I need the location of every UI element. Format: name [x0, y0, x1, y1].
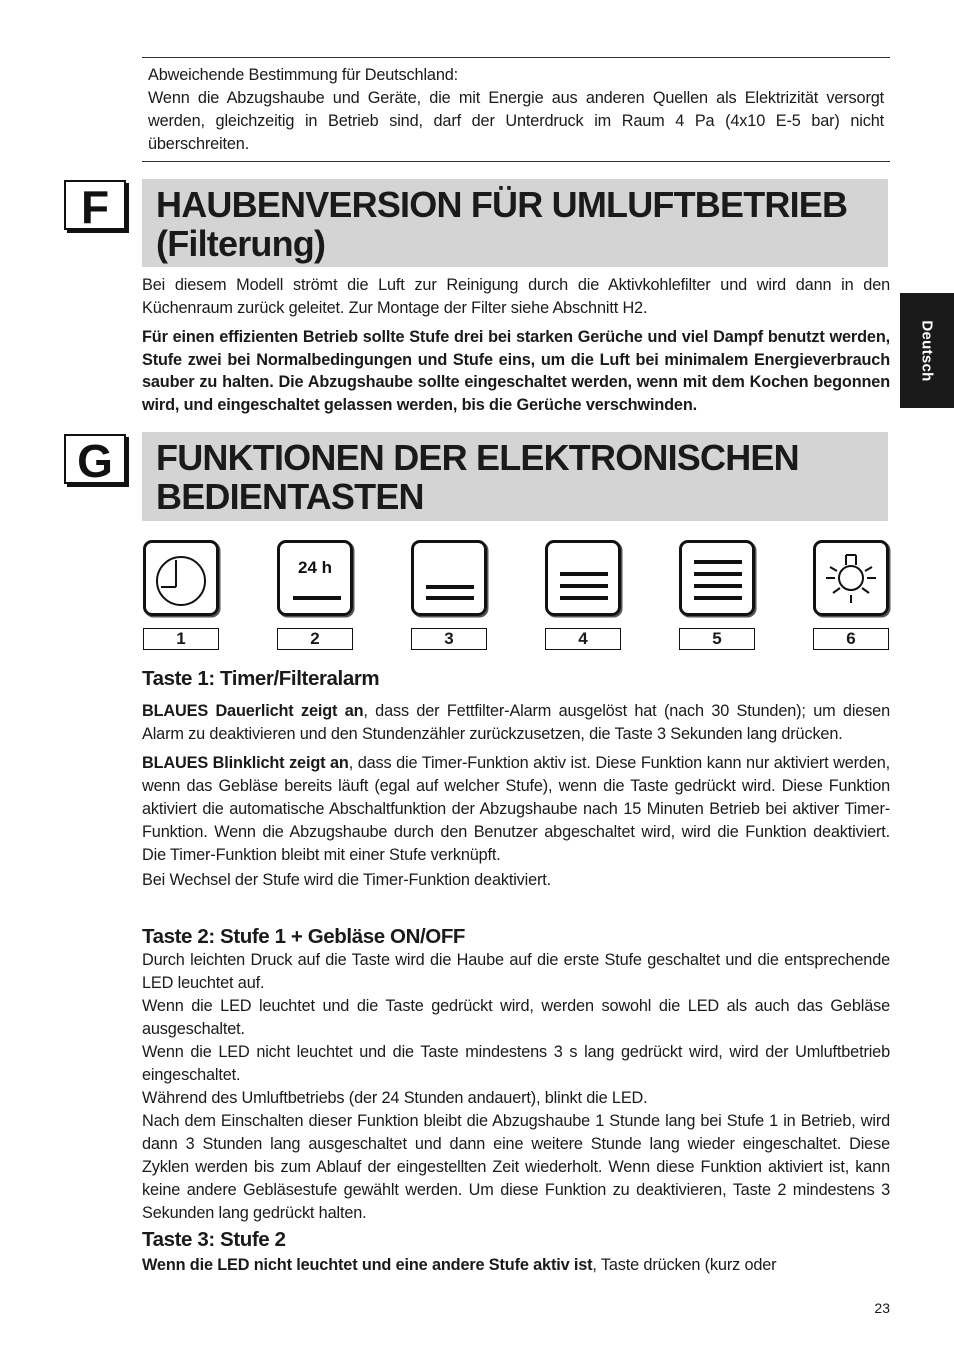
- clock-icon: [146, 543, 216, 613]
- four-lines-icon: [682, 543, 752, 613]
- section-letter-g: G: [64, 434, 126, 484]
- 24h-icon: [280, 543, 350, 613]
- taste1-para2-bold: BLAUES Blinklicht zeigt an: [142, 754, 349, 772]
- taste2-para5: Nach dem Einschalten dieser Funktion bleibt die Abzugshaube 1 Stunde lang bei Stufe 1 in Betrieb, wird dann 3 Stunden lang ausgeschaltet und dann eine weitere Stunde lang wieder eingeschaltet. Diese Zyklen werden bis zum Ablauf der eingestellten Zeit wiederholt. Wenn diese Funktion aktiviert ist, kann keine andere Gebläsestufe gewählt werden. Um diese Funktion zu deaktivieren, Taste 2 mindestens 3 Sekunden lang gedrückt halten.: [142, 1112, 890, 1222]
- section-title-f-line1: HAUBENVERSION FÜR UMLUFTBETRIEB: [156, 184, 848, 225]
- section-title-g: [142, 432, 888, 521]
- taste1-para1-bold: BLAUES Dauerlicht zeigt an: [142, 702, 364, 720]
- key-6-light[interactable]: [813, 540, 889, 616]
- taste2-para4: Während des Umluftbetriebs (der 24 Stunden andauert), blinkt die LED.: [142, 1089, 648, 1107]
- page-number: 23: [874, 1300, 890, 1316]
- taste2-para3: Wenn die LED nicht leuchtet und die Taste mindestens 3 s lang gedrückt wird, wird der Umluftbetrieb eingeschaltet.: [142, 1043, 890, 1084]
- section-title-g-line2: BEDIENTASTEN: [156, 476, 424, 517]
- key-3-speed-2[interactable]: [411, 540, 487, 616]
- key-2-fan-onoff[interactable]: [277, 540, 353, 616]
- taste1-para3: Bei Wechsel der Stufe wird die Timer-Funktion deaktiviert.: [142, 871, 552, 889]
- note-title: Abweichende Bestimmung für Deutschland:: [148, 66, 458, 84]
- key-number-4: 4: [545, 628, 621, 650]
- taste1-heading: Taste 1: Timer/Filteralarm: [142, 667, 380, 690]
- taste1-para2-rest: , dass die Timer-Funktion aktiv ist. Diese Funktion kann nur aktiviert werden, wenn das Gebläse bereits läuft (egal auf welcher Stufe), wenn die Taste gedrückt wird. Diese Funktion aktiviert die automatische Abschaltfunktion der Abzugshaube nach 15 Minuten Betrieb bei aktiver Timer-Funktion. Wenn die Abzugshaube durch den Benutzer abgeschaltet wird, wird die Funktion deaktiviert. Die Timer-Funktion bleibt mit einer Stufe verknüpft.: [142, 754, 890, 864]
- taste1-para1: [142, 700, 890, 746]
- taste2-heading: Taste 2: Stufe 1 + Gebläse ON/OFF: [142, 925, 466, 948]
- taste2-section: [142, 925, 890, 1225]
- section-f-body: [142, 274, 890, 416]
- section-f-para2: Für einen effizienten Betrieb sollte Stufe drei bei starken Gerüche und viel Dampf benutzt werden, Stufe zwei bei Normalbedingungen und Stufe eins, um die Luft bei minimalem Energieverbrauch sauber zu halten. Die Abzugshaube sollte eingeschaltet werden, wenn mit dem Kochen begonnen wird, und eingeschaltet gelassen werden, bis die Gerüche verschwinden.: [142, 328, 890, 414]
- key-number-1: 1: [143, 628, 219, 650]
- taste3-heading: Taste 3: Stufe 2: [142, 1228, 286, 1251]
- regulation-note: [142, 57, 890, 162]
- key-1-timer[interactable]: [143, 540, 219, 616]
- section-title-g-line1: FUNKTIONEN DER ELEKTRONISCHEN: [156, 437, 799, 478]
- taste2-para1: Durch leichten Druck auf die Taste wird die Haube auf die erste Stufe geschaltet und die entsprechende LED leuchtet auf.: [142, 951, 890, 992]
- taste1-para2: [142, 752, 890, 867]
- taste3-section: [142, 1228, 890, 1277]
- key-5-speed-4[interactable]: [679, 540, 755, 616]
- 24h-label: 24 h: [297, 558, 333, 577]
- light-bulb-icon: [816, 543, 886, 613]
- section-f-para1: Bei diesem Modell strömt die Luft zur Reinigung durch die Aktivkohlefilter und wird dann in den Küchenraum zurück geleitet. Zur Montage der Filter siehe Abschnitt H2.: [142, 276, 890, 317]
- taste1-section: [142, 667, 890, 892]
- key-number-3: 3: [411, 628, 487, 650]
- taste3-para1-bold: Wenn die LED nicht leuchtet und eine andere Stufe aktiv ist: [142, 1256, 593, 1274]
- key-number-2: 2: [277, 628, 353, 650]
- taste3-para1-rest: , Taste drücken (kurz oder: [592, 1256, 777, 1274]
- note-text: Wenn die Abzugshaube und Geräte, die mit Energie aus anderen Quellen als Elektrizität versorgt werden, gleichzeitig in Betrieb sind, darf der Unterdruck im Raum 4 Pa (4x10 E-5 bar) nicht überschreiten.: [148, 89, 884, 153]
- section-title-f-line2: (Filterung): [156, 223, 326, 264]
- key-number-5: 5: [679, 628, 755, 650]
- three-lines-icon: [548, 543, 618, 613]
- language-tab: [900, 293, 954, 408]
- two-lines-icon: [414, 543, 484, 613]
- taste1-para1-rest: , dass der Fettfilter-Alarm ausgelöst hat (nach 30 Stunden); um diesen Alarm zu deaktivieren und den Stundenzähler zurückzusetzen, die Taste 3 Sekunden lang drücken.: [142, 702, 890, 743]
- section-letter-f: F: [64, 180, 126, 230]
- key-4-speed-3[interactable]: [545, 540, 621, 616]
- section-title-f: [142, 179, 888, 267]
- taste2-para2: Wenn die LED leuchtet und die Taste gedrückt wird, werden sowohl die LED als auch das Gebläse ausgeschaltet.: [142, 997, 890, 1038]
- language-tab-label: Deutsch: [918, 319, 936, 382]
- key-number-6: 6: [813, 628, 889, 650]
- taste3-para1: [142, 1254, 890, 1277]
